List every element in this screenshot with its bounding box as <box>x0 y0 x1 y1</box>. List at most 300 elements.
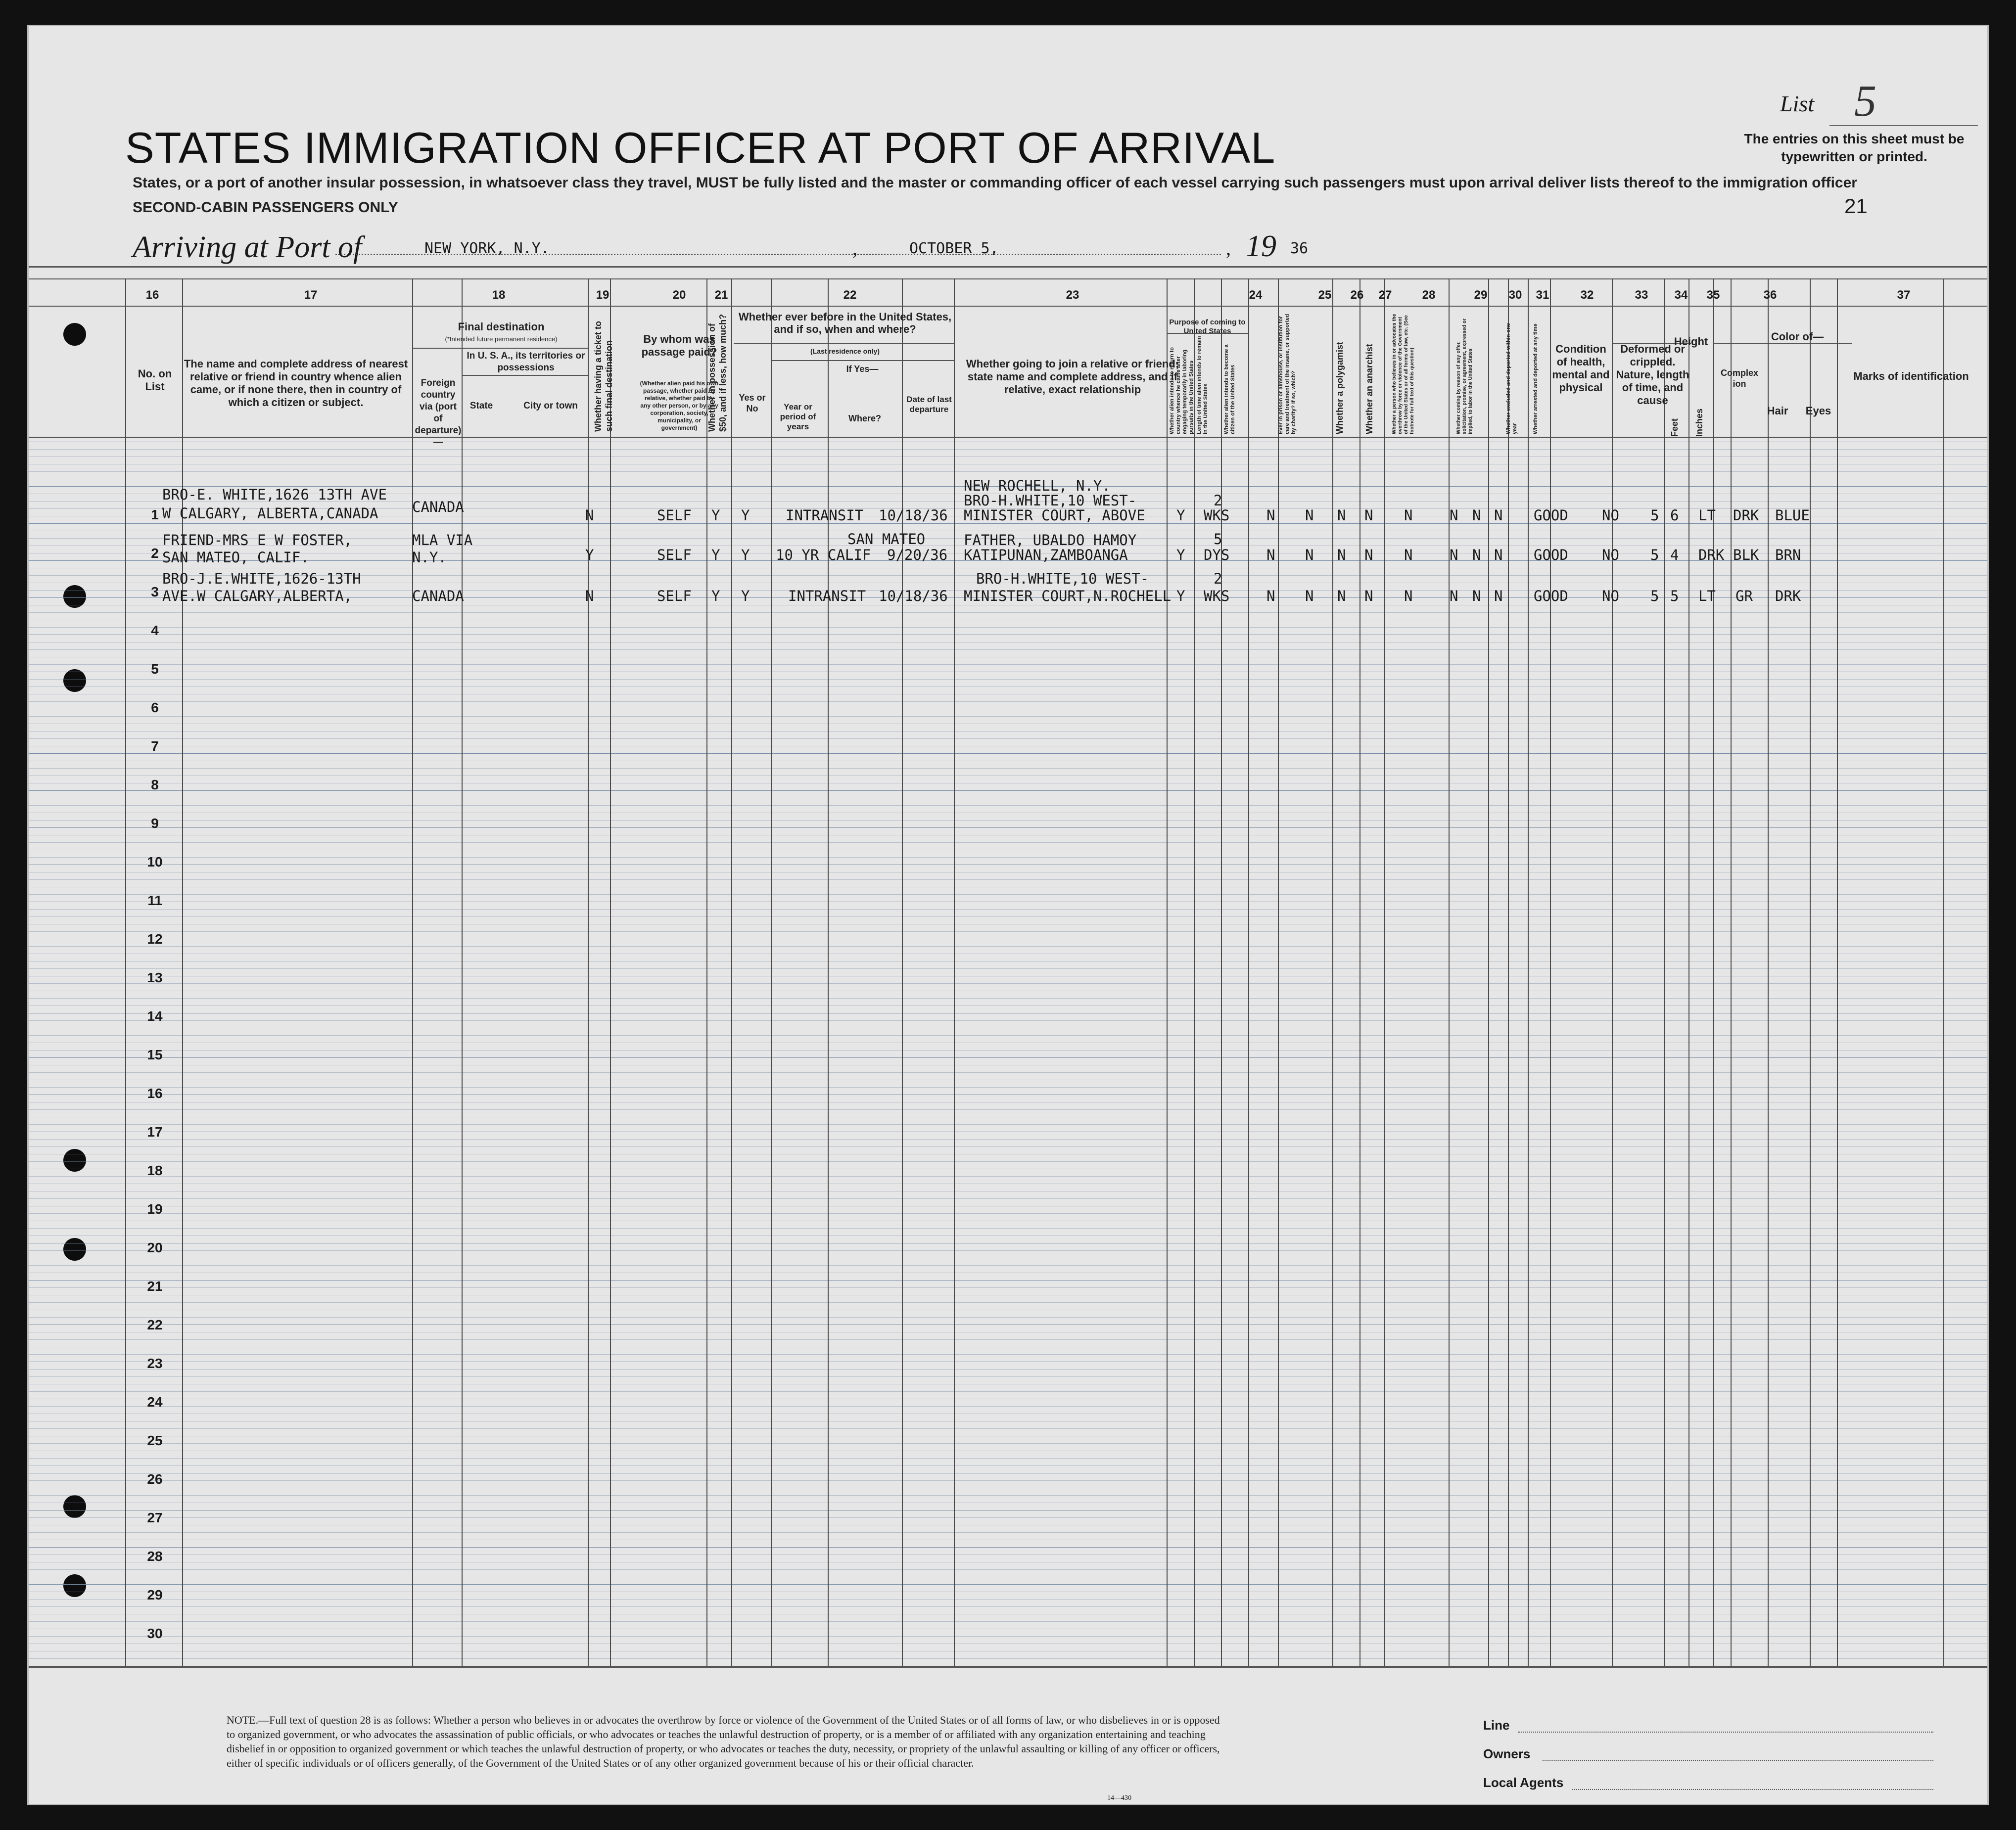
ruled-line <box>29 1584 1987 1585</box>
foreign-country: CANADA <box>412 588 464 604</box>
form-title: STATES IMMIGRATION OFFICER AT PORT OF ARRIVAL <box>125 123 1276 172</box>
health: GOOD <box>1534 547 1568 563</box>
column-line <box>1194 278 1195 1666</box>
length-bottom: WKS <box>1204 588 1230 604</box>
col-num-22: 22 <box>843 288 857 302</box>
header-purpose: Purpose of coming to United States <box>1169 318 1246 335</box>
join-line1: BRO-H.WHITE,10 WEST- <box>964 492 1137 509</box>
column-line <box>1612 278 1613 1666</box>
column-line <box>1664 278 1665 1666</box>
row-number: 25 <box>147 1433 163 1448</box>
prison: N <box>1305 588 1314 604</box>
q30: N <box>1472 588 1481 604</box>
line-field <box>1518 1732 1933 1733</box>
column-line <box>1731 278 1732 1666</box>
form-subtitle: States, or a port of another insular possession, in whatsoever class they travel, MUST be fully listed and the master or commanding officer of each vessel carrying such passengers must upon arrival deliver lists thereof to the immigration officer <box>133 175 1857 191</box>
header-deformed: Deformed or crippled. Nature, length of time, and cause <box>1616 343 1689 407</box>
row-number: 27 <box>147 1510 163 1525</box>
ruled-line <box>29 1599 1987 1600</box>
rule <box>29 266 1987 268</box>
column-line <box>706 278 707 1666</box>
column-line <box>1837 278 1838 1666</box>
ticket: N <box>585 588 594 604</box>
comma: , <box>852 237 857 259</box>
header-foreign: Foreign country via (port of departure)— <box>415 378 462 448</box>
header-last-departure: Date of last departure <box>906 395 952 414</box>
comma: , <box>1226 237 1231 259</box>
col-num-27: 27 <box>1378 288 1392 302</box>
row-number: 5 <box>151 661 159 677</box>
col-num-34: 34 <box>1674 288 1688 302</box>
polygamist: N <box>1337 507 1346 524</box>
ruled-line <box>29 1480 1987 1481</box>
col-num-18: 18 <box>492 288 506 302</box>
ruled-line <box>29 716 1987 717</box>
ruled-line <box>29 1087 1987 1088</box>
health: GOOD <box>1534 588 1568 604</box>
citizen: N <box>1266 507 1275 524</box>
column-line <box>1528 278 1529 1666</box>
feet: 5 <box>1650 547 1659 563</box>
row-number: 3 <box>151 584 159 599</box>
ruled-line <box>29 1443 1987 1444</box>
ruled-line <box>29 1020 1987 1021</box>
col-num-37: 37 <box>1897 288 1911 302</box>
foreign-country: CANADA <box>412 499 464 515</box>
header-year: Year or period of years <box>780 402 816 431</box>
row-number: 19 <box>147 1201 163 1217</box>
ruled-line <box>29 1213 1987 1214</box>
ruled-line <box>29 1532 1987 1533</box>
row-number: 8 <box>151 777 159 792</box>
header-q31: Whether arrested and deported at any time <box>1533 323 1539 434</box>
ruled-line <box>29 931 1987 932</box>
ruled-line <box>29 1280 1987 1281</box>
join-line1: BRO-H.WHITE,10 WEST- <box>976 570 1149 587</box>
anarchist: N <box>1364 588 1373 604</box>
fifty: Y <box>711 507 720 524</box>
owners-field <box>1543 1760 1933 1761</box>
ruled-line <box>29 909 1987 910</box>
ruled-line <box>29 664 1987 665</box>
row-number: 9 <box>151 816 159 831</box>
col-num-32: 32 <box>1580 288 1594 302</box>
eyes: BLUE <box>1775 507 1810 524</box>
header-state: State <box>469 401 493 411</box>
column-line <box>1221 278 1222 1666</box>
footnote-q28: NOTE.—Full text of question 28 is as follows: Whether a person who believes in or advocates the overthrow by force or violence of the Government of the United States or of all forms of law, or who disbelieves in or is opposed to organized government, or who advocates the assassination of public officials, or who advocates or teaches the unlawful destruction of property, or is a member of or affiliated with any organization entertaining and teaching disbelief in or opposition to organized government or which teaches the unlawful destruction of property, or who advocates or teaches the duty, necessity, or propriety of the unlawful assaulting or killing of any officer or officers, either of specific individuals or of officers generally, of the Government of the United States or of any other organized government because of his or their official character. <box>227 1714 1220 1769</box>
col-num-35: 35 <box>1706 288 1720 302</box>
ruled-line <box>29 1198 1987 1199</box>
purpose-a: Y <box>1176 588 1185 604</box>
header-usa: In U. S. A., its territories or possessions <box>467 351 585 373</box>
rule <box>29 437 1987 438</box>
col-num-21: 21 <box>714 288 728 302</box>
header-q30: Whether excluded and deported within one year <box>1505 323 1518 434</box>
ruled-line <box>29 1517 1987 1518</box>
col-num-17: 17 <box>304 288 318 302</box>
ruled-line <box>29 738 1987 739</box>
ruled-line <box>29 827 1987 828</box>
row-number: 2 <box>151 546 159 561</box>
header-marks: Marks of identification <box>1853 370 1969 382</box>
ruled-line <box>29 894 1987 895</box>
q30: N <box>1472 507 1481 524</box>
before: Y <box>741 507 750 524</box>
paid-by: SELF <box>657 507 692 524</box>
ruled-line <box>29 1465 1987 1466</box>
list-underline <box>1829 125 1978 126</box>
header-paid-by-note: (Whether alien paid his own passage, whether paid by relative, whether paid by any other person, or by any corporation, society, municipality, or government) <box>640 380 719 431</box>
rule <box>734 343 954 344</box>
anarchist: N <box>1364 507 1373 524</box>
before: Y <box>741 547 750 563</box>
header-hair: Hair <box>1767 405 1788 417</box>
ruled-line <box>29 968 1987 969</box>
ruled-line <box>29 1391 1987 1392</box>
join-line2: KATIPUNAN,ZAMBOANGA <box>964 547 1128 563</box>
hair: BLK <box>1733 547 1759 563</box>
rule <box>412 348 588 349</box>
column-line <box>954 278 955 1666</box>
header-purpose-b: Length of time alien intends to remain in the United States <box>1196 336 1209 434</box>
paid-by: SELF <box>657 588 692 604</box>
ruled-line <box>29 1161 1987 1162</box>
header-where: Where? <box>848 413 881 423</box>
length-bottom: WKS <box>1204 507 1230 524</box>
ruled-line <box>29 753 1987 754</box>
ruled-line <box>29 612 1987 613</box>
row-number: 6 <box>151 700 159 715</box>
rule <box>29 278 1987 279</box>
sheet-number: 21 <box>1844 194 1868 218</box>
q31: N <box>1494 547 1503 563</box>
header-q28: Whether a person who believes in or advocates the overthrow by force or violence of the Government of the United States or of all forms of law, etc. (See footnote for full text of this question) <box>1392 314 1415 434</box>
ruled-line <box>29 1354 1987 1355</box>
row-number: 14 <box>147 1008 163 1024</box>
header-final-dest-note: (*Intended future permanent residence) <box>445 335 558 343</box>
column-line <box>588 278 589 1666</box>
ticket: N <box>585 507 594 524</box>
ruled-line <box>29 1302 1987 1303</box>
ruled-line <box>29 471 1987 472</box>
ruled-line <box>29 1050 1987 1051</box>
row-number: 26 <box>147 1471 163 1487</box>
q28: N <box>1404 507 1413 524</box>
polygamist: N <box>1337 547 1346 563</box>
punch-hole <box>63 1574 86 1597</box>
header-yes-no: Yes or No <box>739 393 766 413</box>
punch-hole <box>63 1495 86 1518</box>
row-number: 21 <box>147 1279 163 1294</box>
column-line <box>462 278 463 1666</box>
column-line <box>828 278 829 1666</box>
state: N.Y. <box>412 549 447 566</box>
join-line1: FATHER, UBALDO HAMOY <box>964 532 1137 549</box>
punch-hole <box>63 669 86 692</box>
ticket: Y <box>585 547 594 563</box>
row-number: 15 <box>147 1047 163 1062</box>
year-suffix: 36 <box>1290 240 1309 257</box>
ruled-line <box>29 879 1987 880</box>
citizen: N <box>1266 547 1275 563</box>
column-line <box>1248 278 1249 1666</box>
ruled-line <box>29 998 1987 999</box>
last-departure: 9/20/36 <box>887 547 948 563</box>
header-height: Height <box>1674 335 1708 348</box>
last-departure: 10/18/36 <box>879 588 948 604</box>
deformed: NO <box>1602 588 1619 604</box>
header-final-dest: Final destination <box>458 320 545 333</box>
ruled-line <box>29 1547 1987 1548</box>
ruled-line <box>29 1658 1987 1659</box>
col-num-23: 23 <box>1066 288 1079 302</box>
column-line <box>902 278 903 1666</box>
deformed: NO <box>1602 507 1619 524</box>
row-number: 17 <box>147 1124 163 1140</box>
column-line <box>771 278 772 1666</box>
row-number: 4 <box>151 623 159 638</box>
row-number: 20 <box>147 1240 163 1255</box>
row-number: 22 <box>147 1317 163 1332</box>
ruled-line <box>29 1139 1987 1140</box>
ruled-line <box>29 1265 1987 1266</box>
header-paid-by: By whom was passage paid? <box>641 333 717 358</box>
join-line2: MINISTER COURT, ABOVE <box>964 507 1145 524</box>
ruled-line <box>29 627 1987 628</box>
owners-label: Owners <box>1483 1746 1531 1761</box>
col-num-19: 19 <box>596 288 609 302</box>
header-join: Whether going to join a relative or friend; state name and complete address, and if relative, exact relationship <box>966 358 1179 396</box>
date-value: OCTOBER 5, <box>909 240 999 257</box>
relative-line1: BRO-J.E.WHITE,1626-13TH <box>162 570 361 587</box>
column-line <box>610 278 611 1666</box>
q29: N <box>1450 507 1458 524</box>
row-number: 24 <box>147 1394 163 1410</box>
join-line2: MINISTER COURT,N.ROCHELL <box>964 588 1172 604</box>
complexion: LT <box>1698 507 1716 524</box>
year-prefix: 19 <box>1246 229 1276 263</box>
ruled-line <box>29 1606 1987 1607</box>
prison: N <box>1305 547 1314 563</box>
rule <box>462 375 588 376</box>
list-label: List <box>1780 91 1815 116</box>
row-number: 28 <box>147 1549 163 1564</box>
column-line <box>1713 278 1714 1666</box>
header-eyes: Eyes <box>1805 405 1831 417</box>
agents-field <box>1572 1789 1933 1790</box>
relative-line2: AVE.W CALGARY,ALBERTA, <box>162 588 353 604</box>
ruled-line <box>29 686 1987 687</box>
column-line <box>1943 278 1944 1666</box>
column-line <box>1688 278 1689 1666</box>
header-anarchist: Whether an anarchist <box>1364 343 1374 434</box>
col-num-26: 26 <box>1350 288 1364 302</box>
ruled-line <box>29 1250 1987 1251</box>
port-dotline <box>335 254 880 255</box>
rule <box>29 1666 1987 1668</box>
ruled-line <box>29 983 1987 984</box>
column-line <box>125 278 126 1666</box>
list-number: 5 <box>1854 77 1876 126</box>
col-num-29: 29 <box>1474 288 1488 302</box>
hair: GR <box>1735 588 1753 604</box>
ruled-line <box>29 1428 1987 1429</box>
prison: N <box>1305 507 1314 524</box>
join-line0: NEW ROCHELL, N.Y. <box>964 477 1111 494</box>
length-bottom: DYS <box>1204 547 1230 563</box>
column-line <box>1810 278 1811 1666</box>
header-before-note: (Last residence only) <box>810 347 880 355</box>
form-code: 14—430 <box>1107 1794 1131 1802</box>
header-if-yes: If Yes— <box>846 364 879 374</box>
ruled-line <box>29 1057 1987 1058</box>
ruled-line <box>29 1072 1987 1073</box>
ruled-line <box>29 946 1987 947</box>
year: INTRANSIT <box>788 588 866 604</box>
column-line <box>1449 278 1450 1666</box>
health: GOOD <box>1534 507 1568 524</box>
row-number: 12 <box>147 931 163 947</box>
ruled-line <box>29 731 1987 732</box>
punch-hole <box>63 323 86 346</box>
col-num-24: 24 <box>1249 288 1263 302</box>
where: CALIF <box>828 547 871 563</box>
column-line <box>1488 278 1489 1666</box>
line-label: Line <box>1483 1718 1510 1733</box>
ruled-line <box>29 1569 1987 1570</box>
year: INTRANSIT <box>786 507 864 524</box>
ruled-line <box>29 679 1987 680</box>
ruled-line <box>29 1287 1987 1288</box>
ruled-line <box>29 1458 1987 1459</box>
ruled-line <box>29 805 1987 806</box>
column-line <box>1508 278 1509 1666</box>
ruled-line <box>29 790 1987 791</box>
row-number: 11 <box>147 893 162 908</box>
ruled-line <box>29 701 1987 702</box>
complexion: LT <box>1698 588 1716 604</box>
polygamist: N <box>1337 588 1346 604</box>
ruled-line <box>29 1146 1987 1147</box>
q31: N <box>1494 507 1503 524</box>
feet: 5 <box>1650 588 1659 604</box>
foreign-country: MLA VIA <box>412 532 473 549</box>
ruled-line <box>29 857 1987 858</box>
col-num-31: 31 <box>1536 288 1549 302</box>
ruled-line <box>29 449 1987 450</box>
ruled-line <box>29 1035 1987 1036</box>
ruled-line <box>29 1406 1987 1407</box>
row-number: 18 <box>147 1163 163 1178</box>
q31: N <box>1494 588 1503 604</box>
header-inches: Inches <box>1694 408 1704 437</box>
paid-by: SELF <box>657 547 692 563</box>
header-no-on-list: No. on List <box>138 367 172 393</box>
column-line <box>1278 278 1279 1666</box>
header-polygamist: Whether a polygamist <box>1335 341 1345 434</box>
where-top: SAN MATEO <box>847 531 926 548</box>
arriving-label: Arriving at Port of <box>133 230 362 264</box>
header-q29: Whether coming by reason of any offer, solicitation, promise, or agreement, expressed or implied, to labor in the United States <box>1456 319 1473 434</box>
col-num-33: 33 <box>1635 288 1648 302</box>
port-value: NEW YORK, N.Y. <box>424 240 550 257</box>
fifty: Y <box>711 588 720 604</box>
class-line: SECOND-CABIN PASSENGERS ONLY <box>133 199 398 216</box>
row-number: 10 <box>147 854 163 869</box>
hair: DRK <box>1733 507 1759 524</box>
feet: 5 <box>1650 507 1659 524</box>
header-before-us: Whether ever before in the United States, and if so, when and where? <box>738 311 952 335</box>
header-purpose-c: Whether alien intends to become a citizen of the United States <box>1223 344 1236 434</box>
manifest-sheet <box>27 25 1989 1805</box>
column-line <box>731 278 732 1666</box>
header-prison: Ever in prison or almshouse, or institution for care and treatment of the insane, or supported by charity? If so, which? <box>1278 314 1297 434</box>
row-number: 7 <box>151 738 159 754</box>
ruled-line <box>29 1124 1987 1125</box>
rule <box>29 306 1987 307</box>
row-number: 30 <box>147 1626 163 1641</box>
q30: N <box>1472 547 1481 563</box>
purpose-a: Y <box>1176 547 1185 563</box>
ruled-line <box>29 1176 1987 1177</box>
ruled-line <box>29 1109 1987 1110</box>
header-city: City or town <box>523 401 578 411</box>
inches: 4 <box>1670 547 1679 563</box>
purpose-a: Y <box>1176 507 1185 524</box>
header-complexion: Complexion <box>1720 368 1759 389</box>
row-number: 1 <box>151 507 159 522</box>
ruled-line <box>29 649 1987 650</box>
q28: N <box>1404 547 1413 563</box>
ruled-line <box>29 1495 1987 1496</box>
col-num-36: 36 <box>1763 288 1777 302</box>
anarchist: N <box>1364 547 1373 563</box>
header-feet: Feet <box>1670 418 1680 437</box>
header-relative: The name and complete address of nearest relative or friend in country whence alien came, or if none there, then in country of which a citizen or subject. <box>184 358 408 409</box>
column-line <box>412 278 413 1666</box>
ruled-line <box>29 842 1987 843</box>
column-line <box>1550 278 1551 1666</box>
row-number: 23 <box>147 1356 163 1371</box>
length-top: 2 <box>1214 492 1222 509</box>
eyes: BRN <box>1775 547 1801 563</box>
last-departure: 10/18/36 <box>879 507 948 524</box>
before: Y <box>741 588 750 604</box>
relative-line1: FRIEND-MRS E W FOSTER, <box>162 532 353 549</box>
length-top: 2 <box>1214 570 1222 587</box>
column-line <box>1384 278 1385 1666</box>
column-line <box>1332 278 1333 1666</box>
agents-label: Local Agents <box>1483 1775 1564 1790</box>
header-purpose-a: Whether alien intends to return to country whence he came after engaging temporarily in laboring pursuits in the United States <box>1169 347 1194 434</box>
q28: N <box>1404 588 1413 604</box>
header-ticket: Whether having a ticket to such final destination <box>593 320 614 432</box>
inches: 5 <box>1670 588 1679 604</box>
ruled-line <box>29 1235 1987 1236</box>
inches: 6 <box>1670 507 1679 524</box>
fifty: Y <box>711 547 720 563</box>
ruled-line <box>29 1636 1987 1637</box>
row-number: 16 <box>147 1086 163 1101</box>
ruled-line <box>29 1621 1987 1622</box>
col-num-30: 30 <box>1508 288 1522 302</box>
q29: N <box>1450 588 1458 604</box>
length-top: 5 <box>1214 531 1222 548</box>
ruled-line <box>29 768 1987 769</box>
ruled-line <box>29 820 1987 821</box>
rule <box>771 360 954 361</box>
